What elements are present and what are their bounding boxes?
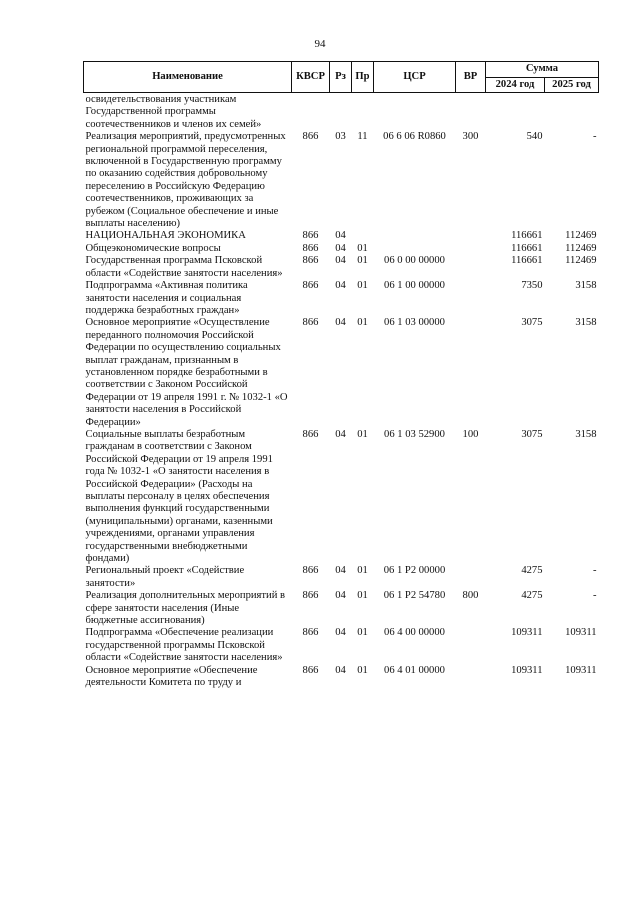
- table-row: [84, 429, 599, 565]
- row-pr: 01: [357, 565, 368, 577]
- row-sum-2024: 116661: [511, 230, 543, 242]
- row-kvsr: 866: [302, 280, 319, 292]
- row-vr: [456, 280, 486, 317]
- row-csr: [374, 243, 456, 255]
- row-sum-2024: 540: [526, 131, 543, 143]
- row-kvsr: 866: [302, 627, 319, 639]
- row-vr: 100: [462, 428, 479, 440]
- row-rz: 04: [335, 230, 346, 242]
- row-pr: 01: [357, 317, 368, 329]
- row-sum-2024: 109311: [511, 627, 543, 639]
- row-vr: [456, 243, 486, 255]
- row-rz: 04: [335, 627, 346, 639]
- table-row: [84, 230, 599, 242]
- header-name: Наименование: [84, 62, 292, 93]
- table-row: [84, 255, 599, 280]
- row-name: НАЦИОНАЛЬНАЯ ЭКОНОМИКА: [85, 230, 246, 242]
- row-vr: [456, 93, 486, 132]
- row-kvsr: 866: [302, 590, 319, 602]
- row-pr: [352, 93, 374, 132]
- row-rz: 04: [335, 428, 346, 440]
- table-row: [84, 665, 599, 690]
- row-sum-2025: 109311: [565, 664, 597, 676]
- row-pr: 01: [357, 242, 368, 254]
- row-vr: [456, 230, 486, 242]
- row-sum-2025: [545, 93, 599, 132]
- row-name: Социальные выплаты безработным гражданам в соответствии с Законом Российской Федерации от 19 апреля 1991 года № 1032-1 «О занятости населения в Российской Федерации» (Расходы на выплаты персоналу в целях обеспечения выполнения функций государственными (муниципальными) органами, казенными учреждениями, органами управления государственными внебюджетными фондами): [85, 428, 273, 565]
- table-row: [84, 93, 599, 132]
- row-name: Общеэкономические вопросы: [85, 242, 221, 254]
- table-row: [84, 243, 599, 255]
- row-sum-2024: 3075: [521, 428, 543, 440]
- row-rz: [330, 93, 352, 132]
- row-csr: 06 1 00 00000: [384, 280, 445, 292]
- header-vr: ВР: [456, 62, 486, 93]
- row-sum-2025: 112469: [565, 242, 597, 254]
- row-kvsr: [292, 93, 330, 132]
- header-2025: 2025 год: [545, 78, 599, 93]
- row-vr: [456, 317, 486, 429]
- row-rz: 04: [335, 565, 346, 577]
- row-sum-2025: 3158: [575, 317, 597, 329]
- row-rz: 04: [335, 255, 346, 267]
- header-rz: Рз: [330, 62, 352, 93]
- row-sum-2025: -: [592, 590, 597, 602]
- row-csr: 06 4 00 00000: [384, 627, 445, 639]
- table-row: [84, 317, 599, 429]
- row-sum-2024: 109311: [511, 664, 543, 676]
- row-kvsr: 866: [302, 255, 319, 267]
- row-pr: 01: [357, 428, 368, 440]
- row-vr: [456, 627, 486, 664]
- row-kvsr: 866: [302, 242, 319, 254]
- row-csr: 06 1 P2 54780: [383, 590, 446, 602]
- row-name: Реализация мероприятий, предусмотренных региональной программой переселения, включенной в Государственную программу по оказанию содействия добровольному переселению в Российскую Федерацию соотечественников, проживающих за рубежом (Социальное обеспечение и иные выплаты населению): [85, 131, 286, 230]
- row-sum-2024: 116661: [511, 255, 543, 267]
- table-body: [84, 93, 599, 690]
- row-csr: 06 6 06 R0860: [383, 131, 446, 143]
- row-sum-2024: 116661: [511, 242, 543, 254]
- row-vr: [456, 255, 486, 280]
- page-number: 94: [314, 38, 326, 50]
- row-vr: 800: [462, 590, 479, 602]
- row-kvsr: 866: [302, 565, 319, 577]
- row-kvsr: 866: [302, 317, 319, 329]
- row-kvsr: 866: [302, 131, 319, 143]
- budget-table: [83, 61, 599, 690]
- row-csr: [374, 230, 456, 242]
- table-row: [84, 590, 599, 627]
- row-rz: 04: [335, 317, 346, 329]
- row-pr: 11: [357, 131, 368, 143]
- header-2024: 2024 год: [486, 78, 545, 93]
- row-pr: [352, 230, 374, 242]
- row-sum-2025: 3158: [575, 280, 597, 292]
- table-row: [84, 565, 599, 590]
- row-name: Подпрограмма «Обеспечение реализации государственной программы Псковской области «Содействие занятости населения»: [85, 627, 283, 664]
- row-name: Основное мероприятие «Обеспечение деятельности Комитета по труду и: [85, 664, 258, 689]
- row-sum-2025: 112469: [565, 255, 597, 267]
- row-kvsr: 866: [302, 230, 319, 242]
- row-sum-2025: 109311: [565, 627, 597, 639]
- row-vr: [456, 565, 486, 590]
- header-pr: Пр: [352, 62, 374, 93]
- row-name: освидетельствования участникам Государственной программы соотечественников и членов их семей»: [85, 94, 262, 130]
- row-name: Основное мероприятие «Осуществление переданного полномочия Российской Федерации по осуществлению социальных выплат гражданам, признанным в установленном порядке безработными в соответствии с Законом Российской Федерации от 19 апреля 1991 г. № 1032-1 «О занятости населения в Российской Федерации»: [85, 317, 288, 428]
- header-sum: Сумма: [486, 62, 599, 78]
- row-sum-2025: 3158: [575, 428, 597, 440]
- row-sum-2024: 3075: [521, 317, 543, 329]
- row-csr: 06 0 00 00000: [384, 255, 445, 267]
- row-name: Государственная программа Псковской области «Содействие занятости населения»: [85, 255, 283, 279]
- row-rz: 04: [335, 242, 346, 254]
- row-rz: 04: [335, 590, 346, 602]
- row-rz: 04: [335, 280, 346, 292]
- row-pr: 01: [357, 627, 368, 639]
- row-sum-2024: 4275: [521, 565, 543, 577]
- table-row: [84, 280, 599, 317]
- row-sum-2025: 112469: [565, 230, 597, 242]
- row-sum-2024: 7350: [521, 280, 543, 292]
- row-pr: 01: [357, 664, 368, 676]
- row-name: Региональный проект «Содействие занятости»: [85, 565, 245, 589]
- row-csr: 06 1 03 52900: [384, 428, 445, 440]
- row-rz: 04: [335, 664, 346, 676]
- row-csr: [374, 93, 456, 132]
- table-header: [84, 62, 599, 93]
- header-kvsr: КВСР: [292, 62, 330, 93]
- row-sum-2025: -: [592, 565, 597, 577]
- table-row: [84, 131, 599, 230]
- row-vr: [456, 665, 486, 690]
- row-kvsr: 866: [302, 428, 319, 440]
- row-pr: 01: [357, 590, 368, 602]
- table-row: [84, 627, 599, 664]
- row-pr: 01: [357, 255, 368, 267]
- row-csr: 06 1 P2 00000: [383, 565, 446, 577]
- row-name: Реализация дополнительных мероприятий в сфере занятости населения (Иные бюджетные ассигнования): [85, 590, 286, 627]
- row-sum-2024: 4275: [521, 590, 543, 602]
- row-pr: 01: [357, 280, 368, 292]
- header-csr: ЦСР: [374, 62, 456, 93]
- row-sum-2024: [486, 93, 545, 132]
- row-csr: 06 4 01 00000: [384, 664, 445, 676]
- row-kvsr: 866: [302, 664, 319, 676]
- row-csr: 06 1 03 00000: [384, 317, 445, 329]
- row-sum-2025: -: [592, 131, 597, 143]
- row-vr: 300: [462, 131, 479, 143]
- row-rz: 03: [335, 131, 346, 143]
- row-name: Подпрограмма «Активная политика занятости населения и социальная поддержка безработных граждан»: [85, 280, 248, 316]
